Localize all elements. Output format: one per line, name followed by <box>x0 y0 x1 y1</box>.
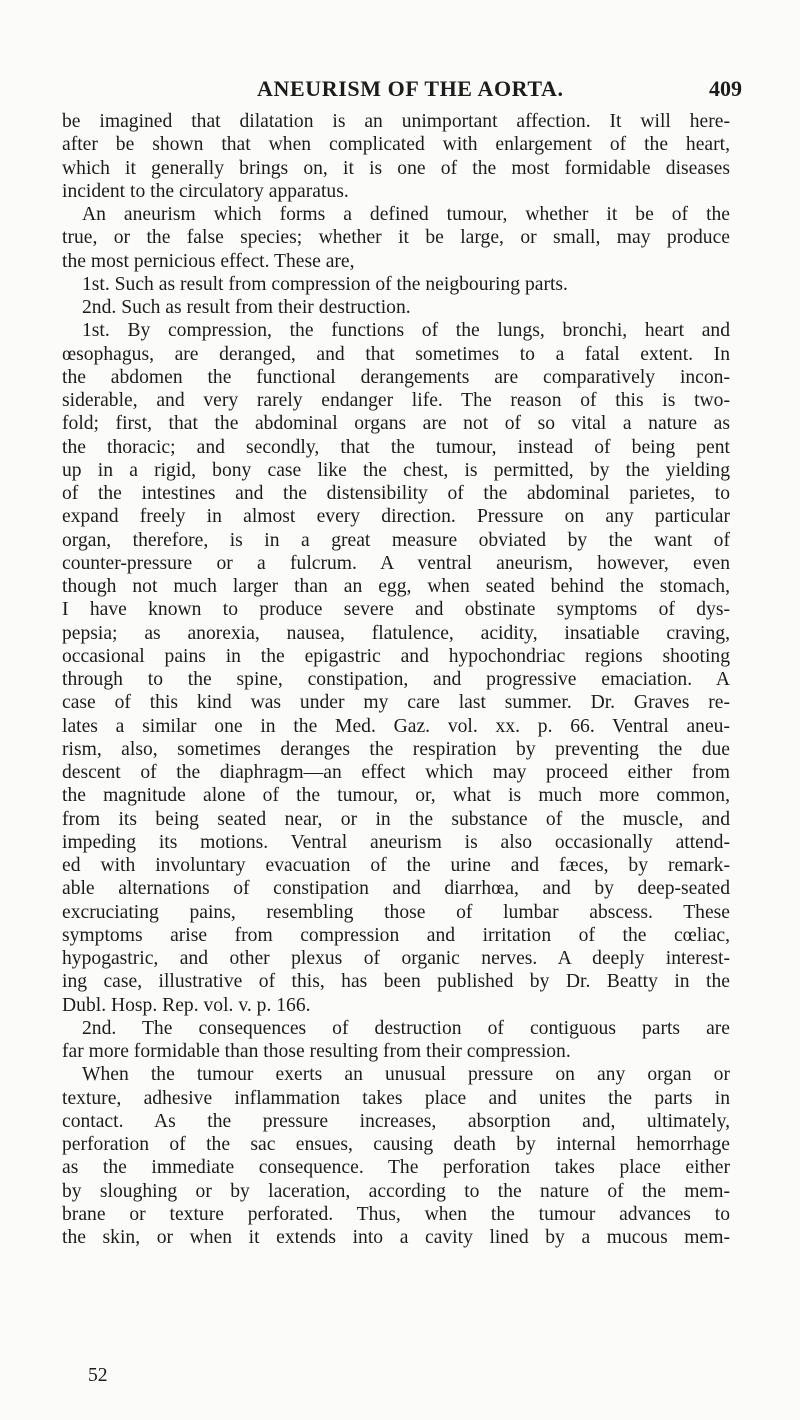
text-line: after be shown that when complicated with enlargement of the heart, <box>62 134 730 156</box>
text-line: œsophagus, are deranged, and that sometimes to a fatal extent. In <box>62 343 730 365</box>
text-line: true, or the false species; whether it be large, or small, may produce <box>62 227 730 249</box>
text-line: the thoracic; and secondly, that the tumour, instead of being pent <box>62 436 730 458</box>
text-line: as the immediate consequence. The perforation takes place either <box>62 1157 730 1179</box>
text-line: When the tumour exerts an unusual pressure on any organ or <box>82 1064 730 1086</box>
text-line: incident to the circulatory apparatus. <box>62 180 349 202</box>
page-number: 409 <box>709 76 742 101</box>
text-line: by sloughing or by laceration, according to the nature of the mem- <box>62 1180 730 1202</box>
signature-mark: 52 <box>88 1365 108 1386</box>
text-line: case of this kind was under my care last summer. Dr. Graves re- <box>62 692 730 714</box>
text-line: able alternations of constipation and diarrhœa, and by deep-seated <box>62 878 730 900</box>
text-line: be imagined that dilatation is an unimportant affection. It will here- <box>62 111 730 132</box>
text-line: the most pernicious effect. These are, <box>62 250 355 272</box>
text-line: ed with involuntary evacuation of the urine and fæces, by remark- <box>62 855 730 876</box>
text-line: from its being seated near, or in the substance of the muscle, and <box>62 808 730 830</box>
text-line: Dubl. Hosp. Rep. vol. v. p. 166. <box>62 994 311 1016</box>
text-line: organ, therefore, is in a great measure obviated by the want of <box>62 529 730 551</box>
text-line: rism, also, sometimes deranges the respiration by preventing the due <box>62 738 730 760</box>
text-line: An aneurism which forms a defined tumour, whether it be of the <box>82 204 730 225</box>
text-line: contact. As the pressure increases, absorption and, ultimately, <box>62 1110 730 1132</box>
text-line: symptoms arise from compression and irritation of the cœliac, <box>62 924 730 946</box>
text-line: far more formidable than those resulting from their compression. <box>62 1041 571 1062</box>
text-line: I have known to produce severe and obstinate symptoms of dys- <box>62 599 730 621</box>
text-line: occasional pains in the epigastric and hypochondriac regions shooting <box>62 645 730 667</box>
text-line: siderable, and very rarely endanger life. The reason of this is two- <box>62 390 730 411</box>
text-line: 1st. By compression, the functions of the lungs, bronchi, heart and <box>82 320 730 342</box>
text-line: 2nd. Such as result from their destruction. <box>82 297 411 318</box>
text-line: 1st. Such as result from compression of the neigbouring parts. <box>82 273 568 295</box>
text-line: descent of the diaphragm—an effect which may proceed either from <box>62 762 730 783</box>
text-line: expand freely in almost every direction. Pressure on any particular <box>62 506 730 528</box>
text-line: brane or texture perforated. Thus, when the tumour advances to <box>62 1203 730 1225</box>
running-title: ANEURISM OF THE AORTA. <box>257 76 564 101</box>
text-line: 2nd. The consequences of destruction of contiguous parts are <box>82 1017 730 1039</box>
text-line: lates a similar one in the Med. Gaz. vol. xx. p. 66. Ventral aneu- <box>62 715 730 737</box>
text-line: through to the spine, constipation, and progressive emaciation. A <box>62 669 730 690</box>
text-line: texture, adhesive inflammation takes place and unites the parts in <box>62 1087 730 1109</box>
text-line: the magnitude alone of the tumour, or, what is much more common, <box>62 785 730 807</box>
text-line: up in a rigid, bony case like the chest, is permitted, by the yielding <box>62 459 730 481</box>
text-line: pepsia; as anorexia, nausea, flatulence, acidity, insatiable craving, <box>62 622 730 644</box>
text-line: of the intestines and the distensibility of the abdominal parietes, to <box>62 483 730 504</box>
text-line: perforation of the sac ensues, causing death by internal hemorrhage <box>62 1134 730 1155</box>
text-line: excruciating pains, resembling those of lumbar abscess. These <box>62 901 730 923</box>
text-line: which it generally brings on, it is one of the most formidable diseases <box>62 157 730 179</box>
text-line: ing case, illustrative of this, has been published by Dr. Beatty in the <box>62 971 730 993</box>
text-line: fold; first, that the abdominal organs are not of so vital a nature as <box>62 413 730 435</box>
text-line: though not much larger than an egg, when seated behind the stomach, <box>62 576 730 597</box>
text-line: the skin, or when it extends into a cavity lined by a mucous mem- <box>62 1227 730 1248</box>
text-line: counter-pressure or a fulcrum. A ventral aneurism, however, even <box>62 552 730 574</box>
text-line: impeding its motions. Ventral aneurism is also occasionally attend- <box>62 831 730 853</box>
text-line: hypogastric, and other plexus of organic nerves. A deeply interest- <box>62 948 730 969</box>
running-head <box>230 76 800 106</box>
body-text <box>62 110 730 1249</box>
text-line: the abdomen the functional derangements are comparatively incon- <box>62 366 730 388</box>
